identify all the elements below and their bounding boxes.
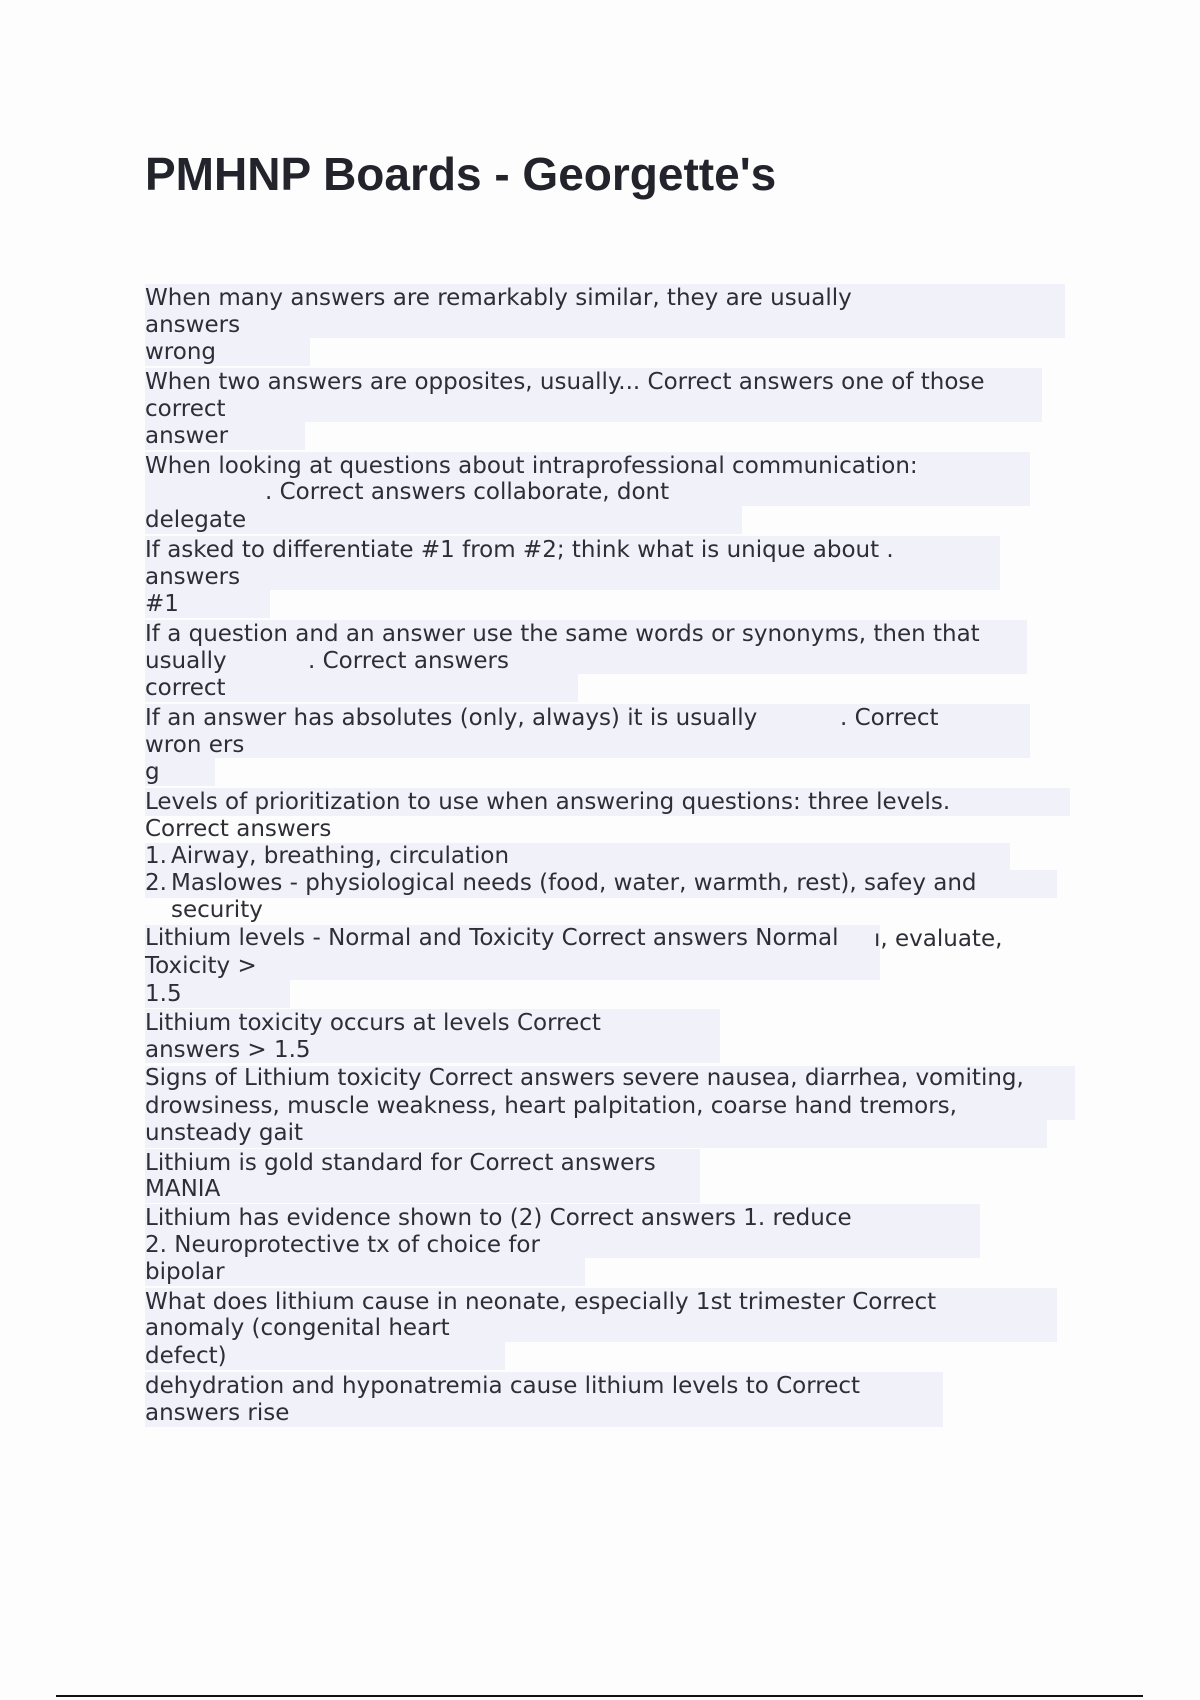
qa-line: Lithium toxicity occurs at levels Correct [145, 1010, 601, 1036]
qa-line: When looking at questions about intraprofessional communication: [145, 453, 918, 479]
qa-line: ı, evaluate, [874, 926, 1003, 952]
qa-line: Lithium has evidence shown to (2) Correct answers 1. reduce [145, 1205, 852, 1231]
qa-line: defect) [145, 1343, 227, 1369]
qa-line: wron ers [145, 732, 245, 758]
qa-line: bipolar [145, 1259, 225, 1285]
qa-line: . Correct answers [308, 648, 509, 674]
qa-line: wrong [145, 339, 217, 365]
list-text: Maslowes - physiological needs (food, water, warmth, rest), safey and [171, 870, 977, 896]
page-title: PMHNP Boards - Georgette's [145, 148, 777, 200]
qa-line: . Correct [840, 705, 939, 731]
qa-line: MANIA [145, 1176, 221, 1202]
qa-line: unsteady gait [145, 1120, 304, 1146]
qa-line: . Correct answers collaborate, dont [265, 479, 670, 505]
qa-line: 2. Neuroprotective tx of choice for [145, 1232, 540, 1258]
qa-line: #1 [145, 591, 179, 617]
qa-line: security [171, 897, 263, 923]
qa-line: Levels of prioritization to use when answering questions: three levels. [145, 789, 951, 815]
qa-line: Lithium is gold standard for Correct answers [145, 1150, 656, 1176]
qa-line: answers rise [145, 1400, 290, 1426]
qa-line: Toxicity > [145, 953, 257, 979]
qa-line: If a question and an answer use the same words or synonyms, then that [145, 621, 980, 647]
qa-line: Signs of Lithium toxicity Correct answers severe nausea, diarrhea, vomiting, [145, 1065, 1024, 1091]
qa-line: If asked to differentiate #1 from #2; think what is unique about . [145, 537, 894, 563]
qa-line: answers [145, 312, 241, 338]
qa-line: correct [145, 675, 226, 701]
list-item [145, 869, 977, 897]
qa-line: answers [145, 564, 241, 590]
list-text: Airway, breathing, circulation [171, 843, 510, 869]
qa-line: 1.5 [145, 981, 182, 1007]
qa-line: usually [145, 648, 227, 674]
qa-line: Correct answers [145, 816, 332, 842]
qa-line: What does lithium cause in neonate, especially 1st trimester Correct [145, 1289, 937, 1315]
qa-line: When two answers are opposites, usually... Correct answers one of those [145, 369, 985, 395]
footer-divider [56, 1695, 1143, 1697]
qa-line: answers > 1.5 [145, 1037, 311, 1063]
qa-line: delegate [145, 507, 247, 533]
qa-line: drowsiness, muscle weakness, heart palpitation, coarse hand tremors, [145, 1093, 957, 1119]
list-number: 1. [145, 843, 167, 869]
qa-line: dehydration and hyponatremia cause lithium levels to Correct [145, 1373, 861, 1399]
qa-line: correct [145, 396, 226, 422]
qa-line: Lithium levels - Normal and Toxicity Correct answers Normal [145, 925, 839, 951]
list-item [145, 842, 509, 870]
qa-line: When many answers are remarkably similar, they are usually [145, 285, 852, 311]
qa-line: g [145, 759, 160, 785]
qa-line: If an answer has absolutes (only, always) it is usually [145, 705, 758, 731]
list-number: 2. [145, 870, 167, 896]
qa-line: answer [145, 423, 229, 449]
qa-line: anomaly (congenital heart [145, 1315, 450, 1341]
